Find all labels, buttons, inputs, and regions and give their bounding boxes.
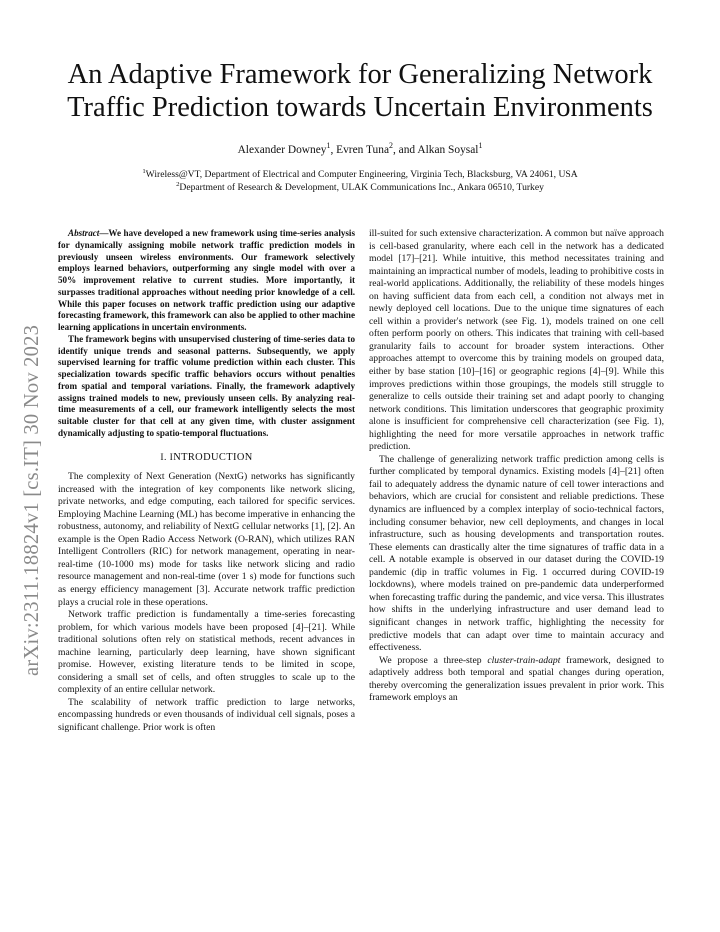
affiliation-text: Department of Research & Development, ULAK Communications Inc., Ankara 06510, Turkey — [179, 181, 544, 193]
abstract — [58, 228, 355, 440]
framework-name: cluster-train-adapt — [487, 654, 561, 666]
abstract-paragraph: The framework begins with unsupervised clustering of time-series data to identify unique trends and seasonal patterns. Subsequently, we apply supervised learning for traffic volume prediction within each cluster. This specialization towards specific traffic behaviors occurs without penalties from spatial and temporal variations. Finally, the framework adaptively assigns trained models to new, previously unseen cells. By analyzing real-time measurements of a cell, our framework intelligently selects the most suitable cluster for that cell at any given time, with cluster assignment dynamically adjusting to spatio-temporal fluctuations. — [58, 333, 355, 438]
body-text: framework, designed to adaptively address both temporal and spatial changes during operation, thereby overcoming the generalization issues prevalent in prior work. This framework employs an — [369, 654, 664, 704]
body-paragraph — [369, 655, 664, 705]
section-number: I. — [160, 451, 167, 463]
body-paragraph: ill-suited for such extensive characterization. A common but naïve approach is cell-based granularity, where each cell in the network has a dedicated model [17]–[21]. While intuitive, this method necessitates training and maintaining an impractical number of models, leading to prohibitive costs in real-world applications. Additionally, the reliability of these models hinges on having sufficient data from each cell, a condition not always met in newly deployed cell locations. Due to the unique time signatures of each cell within a provider's network (see Fig. 1), models trained on one cell often perform poorly on others. This indicates that training with cell-based granularity fails to account for broader system interactions. Other approaches attempt to overcome this by training models on grouped data, either by base station [10]–[16] or geographic regions [4]–[9]. While this improves predictions within those groupings, the models still struggle to generalize to cells outside their training set and adapt poorly to changing network conditions. This limitation underscores that geographic proximity alone is insufficient for comprehensive cell characterization (see Fig. 1), highlighting the need for more versatile approaches in network traffic prediction. — [369, 228, 664, 453]
author-affiliation-mark: 2 — [389, 141, 393, 151]
author-list: Alexander Downey$^1$, Evren Tuna$^2$, and Alkan Soysal$^1$ — [237, 141, 483, 156]
author-affiliation-mark: 1 — [326, 141, 331, 151]
author-affiliation-mark: 1 — [478, 141, 483, 151]
left-column — [58, 228, 355, 735]
affiliation-number: 1 — [142, 167, 146, 175]
paper-title: An Adaptive Framework for Generalizing Network Traffic Prediction towards Uncertain Environments — [67, 59, 653, 123]
affiliation-line — [56, 169, 664, 182]
right-column — [369, 228, 664, 705]
abstract-text: —We have developed a new framework using time-series analysis for dynamically assigning mobile network traffic prediction models in previously unseen wireless environments. Our framework selectively employs learned behaviors, outperforming any single model with over a 50% improvement relative to current studies. More importantly, it surpasses traditional approaches without needing prior knowledge of a cell. While this paper focuses on network traffic prediction using our adaptive forecasting framework, this framework can also be applied to other machine learning applications in uncertain environments. — [58, 228, 355, 332]
body-paragraph: The challenge of generalizing network traffic prediction among cells is further complicated by temporal dynamics. Existing models [4]–[21] often fail to adequately address the dynamic nature of cell tower interactions and behaviors, which are crucial for consistent and reliable predictions. These dynamics are influenced by a complex interplay of socio-technical factors, including consumer behavior, new cell deployments, and changes in local infrastructure, such as housing developments and transportation routes. These elements can drastically alter the time signatures of traffic data in a cell. A notable example is observed in our dataset during the COVID-19 pandemic (dip in traffic volumes in Fig. 1 occurred during COVID-19 lockdowns), where models trained on pre-pandemic data underperformed when forecasting traffic during the pandemic, and vice versa. This illustrates how shifts in the underlying infrastructure and user demand lead to significant changes in network traffic, highlighting the necessity for predictive models that can adapt over time to maintain accuracy and effectiveness. — [369, 453, 664, 654]
affiliation-number: 2 — [176, 180, 180, 188]
abstract-label: Abstract — [68, 228, 100, 238]
author-name: Alexander Downey — [237, 144, 327, 156]
arxiv-identifier-text: arXiv:2311.18824v1 [cs.IT] 30 Nov 2023 — [21, 324, 43, 676]
author-name: Alkan Soysal — [417, 144, 479, 156]
affiliation-text: Wireless@VT, Department of Electrical and Computer Engineering, Virginia Tech, Blacksburg, VA 24061, USA — [145, 169, 578, 180]
affiliation-list — [56, 169, 664, 194]
body-paragraph: The scalability of network traffic prediction to large networks, encompassing hundreds or even thousands of individual cell signals, poses a significant challenge. Prior work is often — [58, 696, 355, 733]
author-name: Evren Tuna — [336, 144, 389, 156]
section-title-rest: NTRODUCTION — [173, 451, 253, 463]
body-paragraph: Network traffic prediction is fundamentally a time-series forecasting problem, for which various models have been proposed [4]–[21]. While traditional solutions often rely on statistical methods, recent advances in machine learning, particularly deep learning, have shown significant promise. However, existing literature tends to be limited in scope, considering a small set of cells, and often struggles to scale up to the complexity of an entire cellular network. — [58, 609, 355, 696]
abstract-paragraph — [58, 228, 355, 334]
section-heading-introduction — [58, 452, 355, 465]
arxiv-identifier-stamp — [10, 226, 54, 676]
affiliation-line — [56, 182, 664, 195]
section-title-initial: I — [169, 451, 174, 463]
body-paragraph: The complexity of Next Generation (NextG) networks has significantly increased with the integration of key components like network slicing, private networks, and edge computing, each tailored for specific services. Employing Machine Learning (ML) has become imperative in enhancing the robustness, autonomy, and reliability of NextG cellular networks [1], [2]. An example is the Open Radio Access Network (O-RAN), which utilizes RAN Intelligent Controllers (RIC) for network management, operating in near-real-time (10-1000 ms) mode for tasks like network slicing and radio resource management and non-real-time (over 1 s) mode for functions such as energy efficiency management [3]. Accurate network traffic prediction plays a crucial role in these operations. — [58, 471, 355, 608]
body-text: We propose a three-step — [379, 654, 488, 666]
